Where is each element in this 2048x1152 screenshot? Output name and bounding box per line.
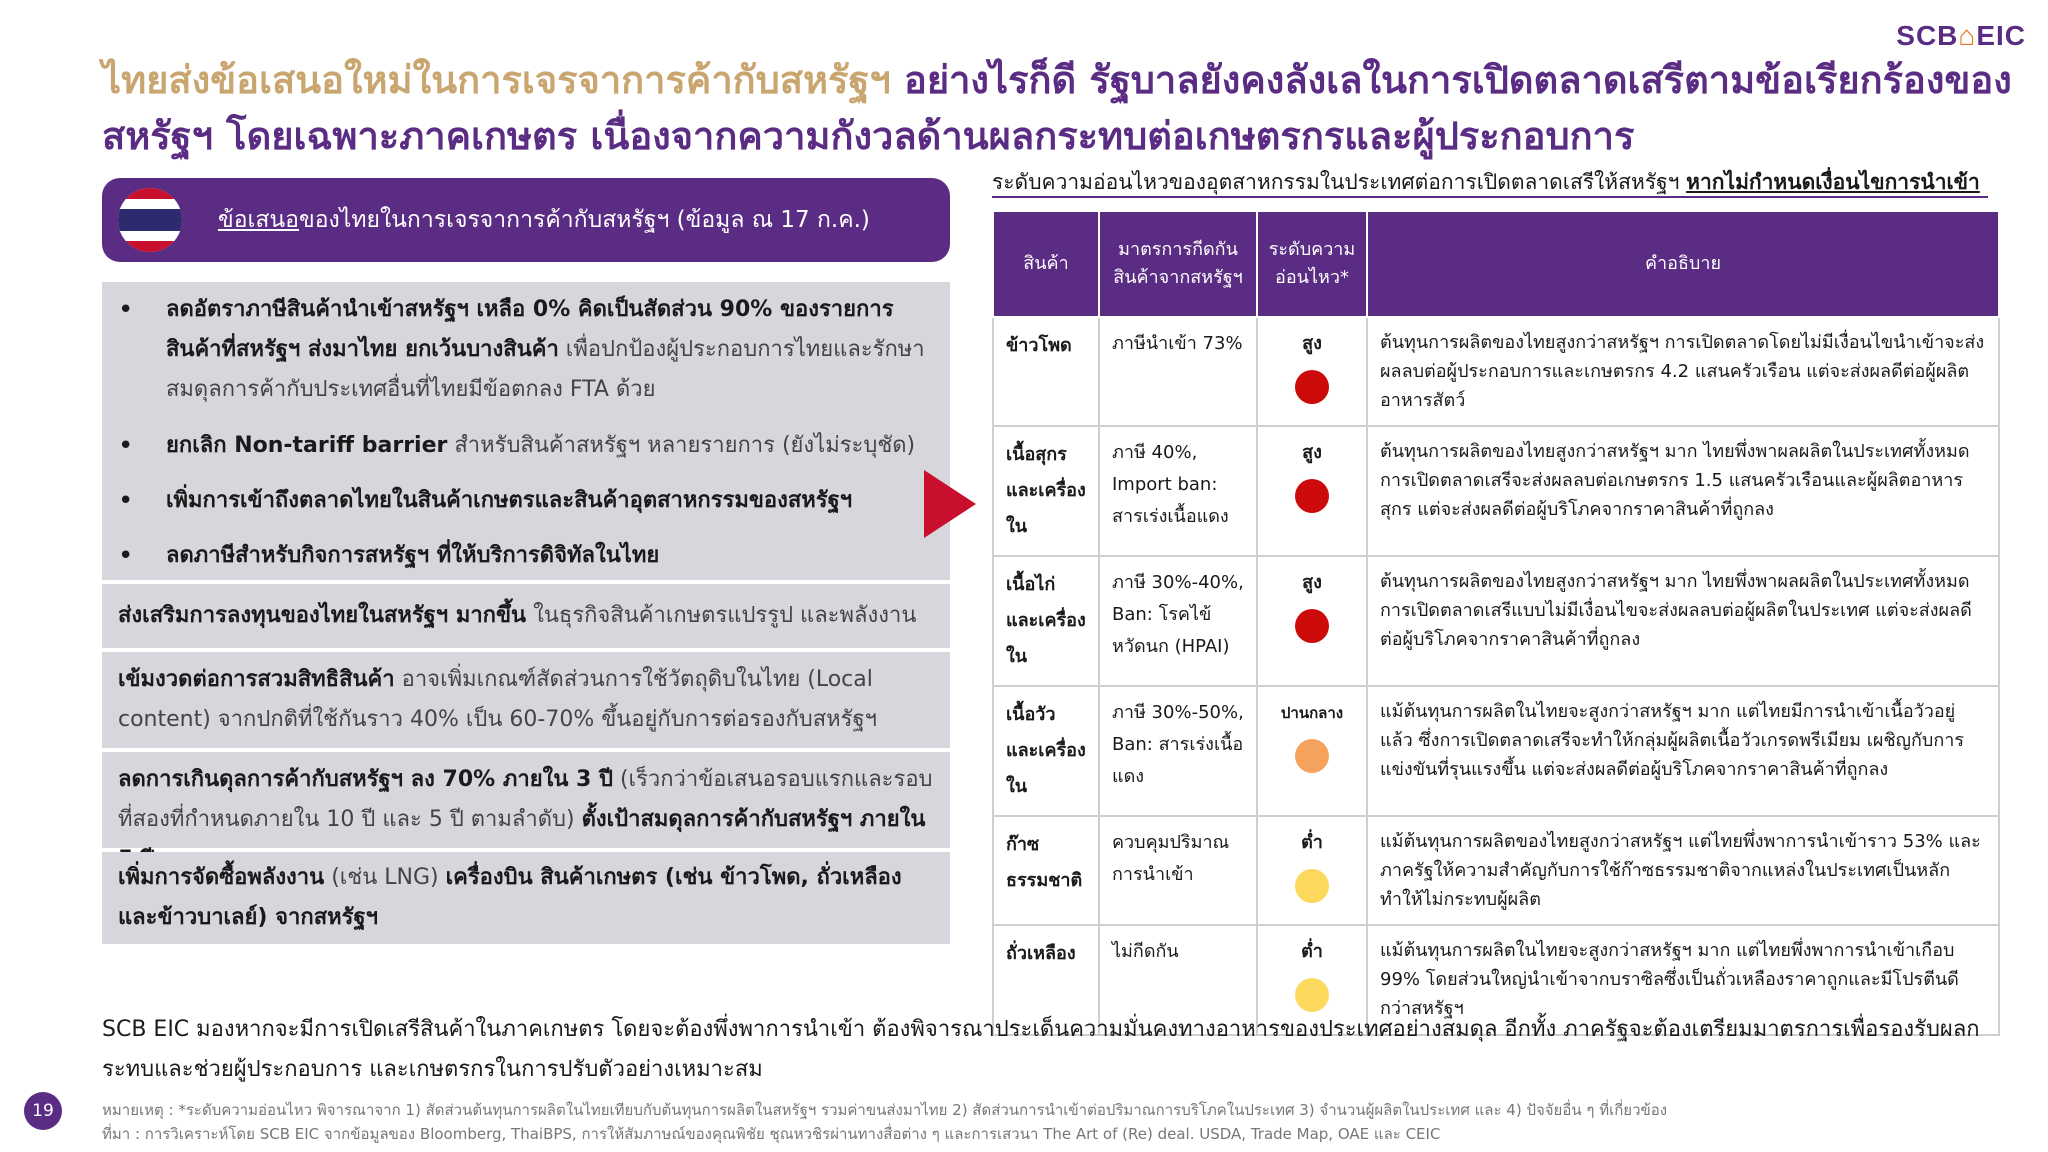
sensitivity-label: ต่ำ (1301, 941, 1323, 962)
cell-description: ต้นทุนการผลิตของไทยสูงกว่าสหรัฐฯ การเปิดตลาดโดยไม่มีเงื่อนไขนำเข้าจะส่งผลลบต่อผู้ประกอบการและเกษตรกร 4.2 แสนครัวเรือน แต่จะส่งผลดีต่อผู้ผลิตอาหารสัตว์ (1367, 317, 1999, 426)
bullet-text: ลดอัตราภาษีสินค้านำเข้าสหรัฐฯ เหลือ 0% คิดเป็นสัดส่วน 90% ของรายการสินค้าที่สหรัฐฯ ส่งมาไทย ยกเว้นบางสินค้า เพื่อปกป้องผู้ประกอบการไทยและรักษาสมดุลการค้ากับประเทศอื่นที่ไทยมีข้อตกลง FTA ด้วย (166, 297, 925, 402)
cell-sensitivity (1257, 816, 1367, 925)
cell-measure: ภาษี 40%, Import ban: สารเร่งเนื้อแดง (1099, 426, 1257, 556)
cell-description: แม้ต้นทุนการผลิตในไทยจะสูงกว่าสหรัฐฯ มาก แต่ไทยมีการนำเข้าเนื้อวัวอยู่แล้ว ซึ่งการเปิดตลาดเสรีจะทำให้กลุ่มผู้ผลิตเนื้อวัวเกรดพรีเมียม เผชิญกับการแข่งขันที่รุนแรงขึ้น แต่จะส่งผลดีต่อผู้บริโภคจากราคาสินค้าที่ถูกลง (1367, 686, 1999, 816)
sensitivity-dot (1295, 370, 1329, 404)
sensitivity-label: สูง (1302, 442, 1322, 463)
banner-underlined-word: ข้อเสนอ (218, 207, 299, 233)
source-note: ที่มา : การวิเคราะห์โดย SCB EIC จากข้อมูลของ Bloomberg, ThaiBPS, การให้สัมภาษณ์ของคุณพิชัย ชุณหวชิรผ่านทางสื่อต่าง ๆ และการเสวนา The Art of (Re) deal. USDA, Trade Map, OAE และ CEIC (102, 1125, 1441, 1143)
cell-sensitivity (1257, 686, 1367, 816)
cell-description: ต้นทุนการผลิตของไทยสูงกว่าสหรัฐฯ มาก ไทยพึ่งพาผลผลิตในประเทศทั้งหมด การเปิดตลาดเสรีจะส่งผลลบต่อเกษตรกร 1.5 แสนครัวเรือนและผู้ผลิตอาหารสุกร แต่จะส่งผลดีต่อผู้บริโภคจากราคาสินค้าที่ถูกลง (1367, 426, 1999, 556)
scb-eic-logo (1896, 20, 2026, 52)
bullet-dot: • (118, 295, 134, 325)
cell-measure: ไม่กีดกัน (1099, 925, 1257, 1035)
table-header-row (993, 211, 1999, 317)
proposal-box-text: เพิ่มการจัดซื้อพลังงาน (เช่น LNG) เครื่องบิน สินค้าเกษตร (เช่น ข้าวโพด, ถั่วเหลือง และข้าวบาเลย์) จากสหรัฐฯ (118, 865, 902, 930)
header-product: สินค้า (993, 211, 1099, 317)
header-measure: มาตรการกีดกันสินค้าจากสหรัฐฯ (1099, 211, 1257, 317)
title-highlight: ไทยส่งข้อเสนอใหม่ในการเจรจาการค้ากับสหรัฐฯ (102, 58, 891, 102)
bullet-text: ยกเลิก Non-tariff barrier สำหรับสินค้าสหรัฐฯ หลายรายการ (ยังไม่ระบุชัด) (166, 433, 916, 458)
banner-text-rest: ของไทยในการเจรจาการค้ากับสหรัฐฯ (ข้อมูล ณ 17 ก.ค.) (298, 207, 870, 233)
sensitivity-table (992, 210, 2000, 1036)
bullet-item (118, 481, 938, 521)
banner-title (218, 202, 870, 238)
sensitivity-label: ปานกลาง (1280, 704, 1344, 722)
table-row (993, 317, 1999, 426)
summary-text: SCB EIC มองหากจะมีการเปิดเสรีสินค้าในภาคเกษตร โดยจะต้องพึ่งพาการนำเข้า ต้องพิจารณาประเด็นความมั่นคงทางอาหารของประเทศอย่างสมดุล อีกทั้ง ภาครัฐจะต้องเตรียมมาตรการเพื่อรองรับผลกระทบและช่วยผู้ประกอบการ และเกษตรกรในการปรับตัวอย่างเหมาะสม (102, 1017, 1980, 1082)
bullet-dot: • (118, 486, 134, 516)
caption-divider (992, 196, 1988, 198)
bullet-dot: • (118, 431, 134, 461)
cell-measure: ภาษีนำเข้า 73% (1099, 317, 1257, 426)
cell-measure: ภาษี 30%-40%, Ban: โรคไข้หวัดนก (HPAI) (1099, 556, 1257, 686)
bullet-text: เพิ่มการเข้าถึงตลาดไทยในสินค้าเกษตรและสินค้าอุตสาหกรรมของสหรัฐฯ (166, 488, 853, 513)
page-number: 19 (24, 1092, 62, 1130)
cell-product: เนื้อวัวและเครื่องใน (993, 686, 1099, 816)
sensitivity-dot (1295, 609, 1329, 643)
bullet-item (118, 290, 938, 414)
thailand-flag-icon (118, 188, 182, 252)
logo-text-scb: SCB (1896, 20, 1959, 51)
cell-product: เนื้อสุกรและเครื่องใน (993, 426, 1099, 556)
bullet-text: ลดภาษีสำหรับกิจการสหรัฐฯ ที่ให้บริการดิจิทัลในไทย (166, 543, 660, 568)
cell-product: เนื้อไก่และเครื่องใน (993, 556, 1099, 686)
table-caption: ระดับความอ่อนไหวของอุตสาหกรรมในประเทศต่อการเปิดตลาดเสรีให้สหรัฐฯ หากไม่กำหนดเงื่อนไขการนำเข้า (992, 170, 1980, 194)
cell-description: แม้ต้นทุนการผลิตในไทยจะสูงกว่าสหรัฐฯ มาก แต่ไทยพึ่งพาการนำเข้าเกือบ 99% โดยส่วนใหญ่นำเข้าจากบราซิลซึ่งเป็นถั่วเหลืองราคาถูกและมีโปรตีนดีกว่าสหรัฐฯ (1367, 925, 1999, 1035)
bullet-dot: • (118, 541, 134, 571)
logo-text-eic: EIC (1976, 20, 2026, 51)
proposal-box-text: ส่งเสริมการลงทุนของไทยในสหรัฐฯ มากขึ้น ในธุรกิจสินค้าเกษตรแปรรูป และพลังงาน (118, 603, 917, 628)
cell-measure: ควบคุมปริมาณการนำเข้า (1099, 816, 1257, 925)
sensitivity-label: ต่ำ (1301, 832, 1323, 853)
header-description: คำอธิบาย (1367, 211, 1999, 317)
sensitivity-dot (1295, 479, 1329, 513)
cell-sensitivity (1257, 426, 1367, 556)
page-title (102, 52, 2022, 164)
sensitivity-dot (1295, 978, 1329, 1012)
sensitivity-dot (1295, 739, 1329, 773)
bullet-item (118, 536, 938, 576)
cell-product: ก๊าซธรรมชาติ (993, 816, 1099, 925)
sensitivity-label: สูง (1302, 572, 1322, 593)
table-row (993, 426, 1999, 556)
table-row (993, 556, 1999, 686)
house-icon: ⌂ (1958, 20, 1977, 51)
header-sensitivity: ระดับความอ่อนไหว* (1257, 211, 1367, 317)
bullet-item (118, 426, 938, 466)
cell-sensitivity (1257, 556, 1367, 686)
cell-description: แม้ต้นทุนการผลิตของไทยสูงกว่าสหรัฐฯ แต่ไทยพึ่งพาการนำเข้าราว 53% และภาครัฐให้ความสำคัญกับการใช้ก๊าซธรรมชาติจากแหล่งในประเทศเป็นหลัก ทำให้ไม่กระทบผู้ผลิต (1367, 816, 1999, 925)
footnote: หมายเหตุ : *ระดับความอ่อนไหว พิจารณาจาก 1) สัดส่วนต้นทุนการผลิตในไทยเทียบกับต้นทุนการผลิตในสหรัฐฯ รวมค่าขนส่งมาไทย 2) สัดส่วนการนำเข้าต่อปริมาณการบริโภคในประเทศ 3) จำนวนผู้ผลิตในประเทศ และ 4) ปัจจัยอื่น ๆ ที่เกี่ยวข้อง (102, 1101, 1668, 1119)
proposal-box-text: ลดการเกินดุลการค้ากับสหรัฐฯ ลง 70% ภายใน 3 ปี (เร็วกว่าข้อเสนอรอบแรกและรอบที่สองที่กำหนดภายใน 10 ปี และ 5 ปี ตามลำดับ) ตั้งเป้าสมดุลการค้ากับสหรัฐฯ ภายใน (118, 767, 933, 832)
red-arrow-icon (924, 470, 976, 538)
cell-product: ถั่วเหลือง (993, 925, 1099, 1035)
cell-measure: ภาษี 30%-50%, Ban: สารเร่งเนื้อแดง (1099, 686, 1257, 816)
table-row (993, 686, 1999, 816)
title-main: อย่างไรก็ดี รัฐบาลยังคงลังเลในการเปิดตลาดเสรีตามข้อเรียกร้องของสหรัฐฯ โดยเฉพาะภาคเกษตร เนื่องจากความกังวลด้านผลกระทบต่อเกษตรกรและผู้ประกอบการ (102, 58, 2012, 158)
table-row (993, 816, 1999, 925)
cell-sensitivity (1257, 317, 1367, 426)
sensitivity-label: สูง (1302, 333, 1322, 354)
cell-description: ต้นทุนการผลิตของไทยสูงกว่าสหรัฐฯ มาก ไทยพึ่งพาผลผลิตในประเทศทั้งหมด การเปิดตลาดเสรีแบบไม่มีเงื่อนไขจะส่งผลลบต่อผู้ผลิตในประเทศ แต่จะส่งผลดีต่อผู้บริโภคจากราคาสินค้าที่ถูกลง (1367, 556, 1999, 686)
proposal-box-text: เข้มงวดต่อการสวมสิทธิสินค้า อาจเพิ่มเกณฑ์สัดส่วนการใช้วัตถุดิบในไทย (Local content) จากปกติที่ใช้กันราว 40% เป็น 60-70% ขึ้นอยู่กับการต่อรองกับสหรัฐฯ (118, 667, 877, 732)
sensitivity-dot (1295, 869, 1329, 903)
cell-product: ข้าวโพด (993, 317, 1099, 426)
